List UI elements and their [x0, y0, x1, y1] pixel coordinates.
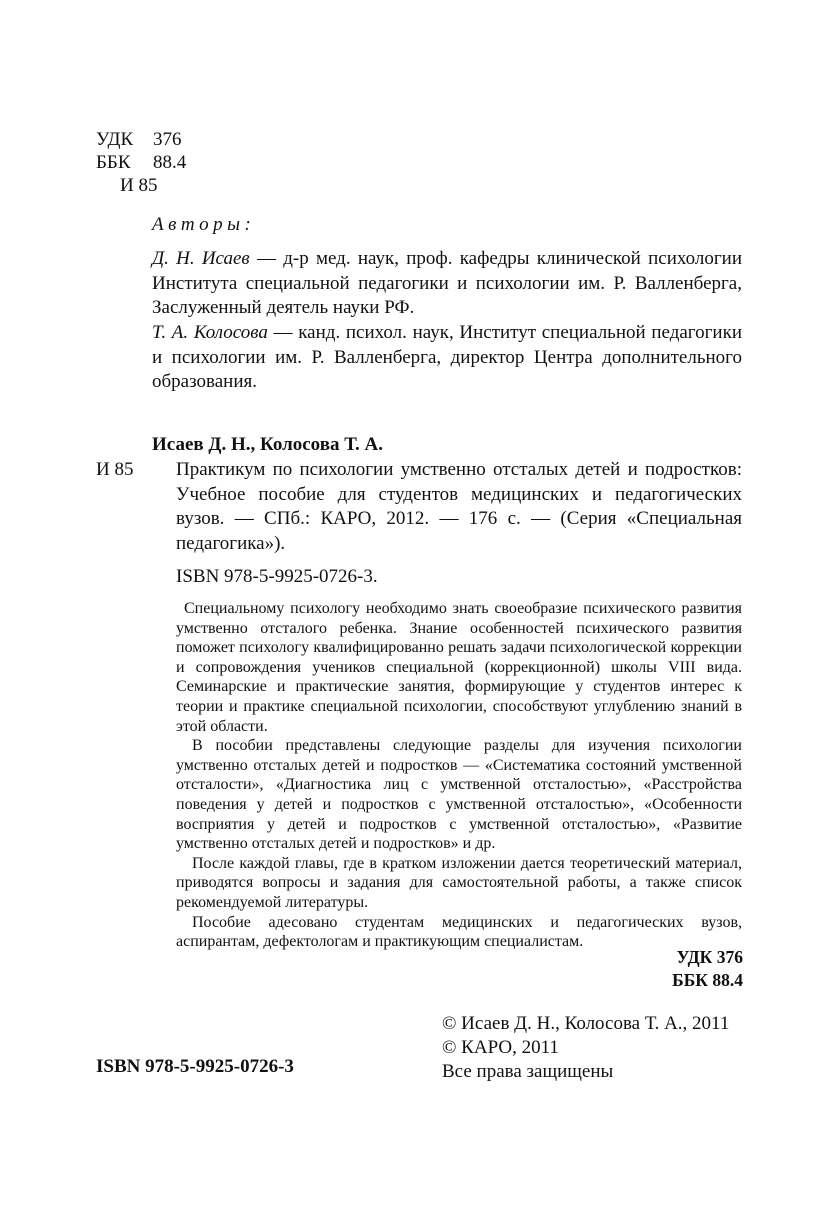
annotation-paragraph-2: В пособии представлены следующие разделы для изучения психологии умственно отсталых детей и подростков — «Систематика состояний умственной отсталости», «Диагностика лиц с умственной отсталостью», «Расстройства поведения у детей и подростков с умственной отсталостью», «Особенности восприятия у детей и подростков с умственной отсталостью», «Развитие умственно отсталых детей и подростков» и др.: [176, 737, 742, 853]
bbk-label: ББК: [96, 152, 131, 173]
author1-block: [152, 247, 742, 321]
udk-label: УДК: [96, 129, 134, 150]
biblio-isbn: ISBN 978-5-9925-0726-3.: [176, 566, 378, 587]
authors-heading: Авторы:: [152, 214, 256, 235]
biblio-description: Практикум по психологии умственно отсталых детей и подростков: Учебное пособие для студентов медицинских и педагогических вузов. — СПб.: КАРО, 2012. — 176 с. — (Серия «Специальная педагогика»).: [176, 459, 742, 554]
author1-text: — д-р мед. наук, проф. кафедры клинической психологии Института специальной педагогики и психологии им. Р. Валленберга, Заслуженный деятель науки РФ.: [152, 248, 743, 318]
classification-codes: [96, 128, 186, 197]
udk-row: [96, 128, 186, 151]
footer-udk: УДК 376: [676, 947, 743, 967]
annotation-paragraph-4: Пособие адесовано студентам медицинских и педагогических вузов, аспирантам, дефектологам и практикующим специалистам.: [176, 913, 742, 951]
udk-value: 376: [153, 129, 182, 150]
rights-reserved: Все права защищены: [442, 1061, 614, 1082]
annotation-paragraph-1: Специальному психологу необходимо знать своеобразие психического развития умственно отсталого ребенка. Знание особенностей психического развития поможет психологу квалифицированно решать задачи психологической коррекции и сопровождения учеников специальной (коррекционной) школы VIII вида. Семинарские и практические занятия, формирующие у студентов интерес к теории и практике специальной психологии, способствуют углублению знаний в этой области.: [176, 600, 742, 735]
annotation-paragraph-3: После каждой главы, где в кратком изложении дается теоретический материал, приводятся вопросы и задания для самостоятельной работы, а также список рекомендуемой литературы.: [176, 854, 742, 911]
copyright-block: [442, 1012, 729, 1084]
annotation: [176, 599, 742, 952]
copyright-authors: © Исаев Д. Н., Колосова Т. А., 2011: [442, 1013, 730, 1034]
author-index: И 85: [120, 175, 158, 196]
author2-block: [152, 321, 742, 395]
footer-bbk: ББК 88.4: [672, 970, 743, 990]
bbk-value: 88.4: [153, 152, 187, 173]
footer-isbn: ISBN 978-5-9925-0726-3: [96, 1056, 294, 1077]
author2-name: Т. А. Колосова: [152, 322, 268, 343]
biblio-authors: Исаев Д. Н., Колосова Т. А.: [152, 434, 383, 455]
author2-text: — канд. психол. наук, Институт специальной педагогики и психологии им. Р. Валленберга, директор Центра дополнительного образования.: [152, 322, 742, 392]
author1-name: Д. Н. Исаев: [152, 248, 250, 269]
bbk-row: [96, 151, 186, 174]
footer-codes: [672, 946, 743, 992]
biblio-index: И 85: [96, 459, 134, 480]
copyright-publisher: © КАРО, 2011: [442, 1037, 559, 1058]
